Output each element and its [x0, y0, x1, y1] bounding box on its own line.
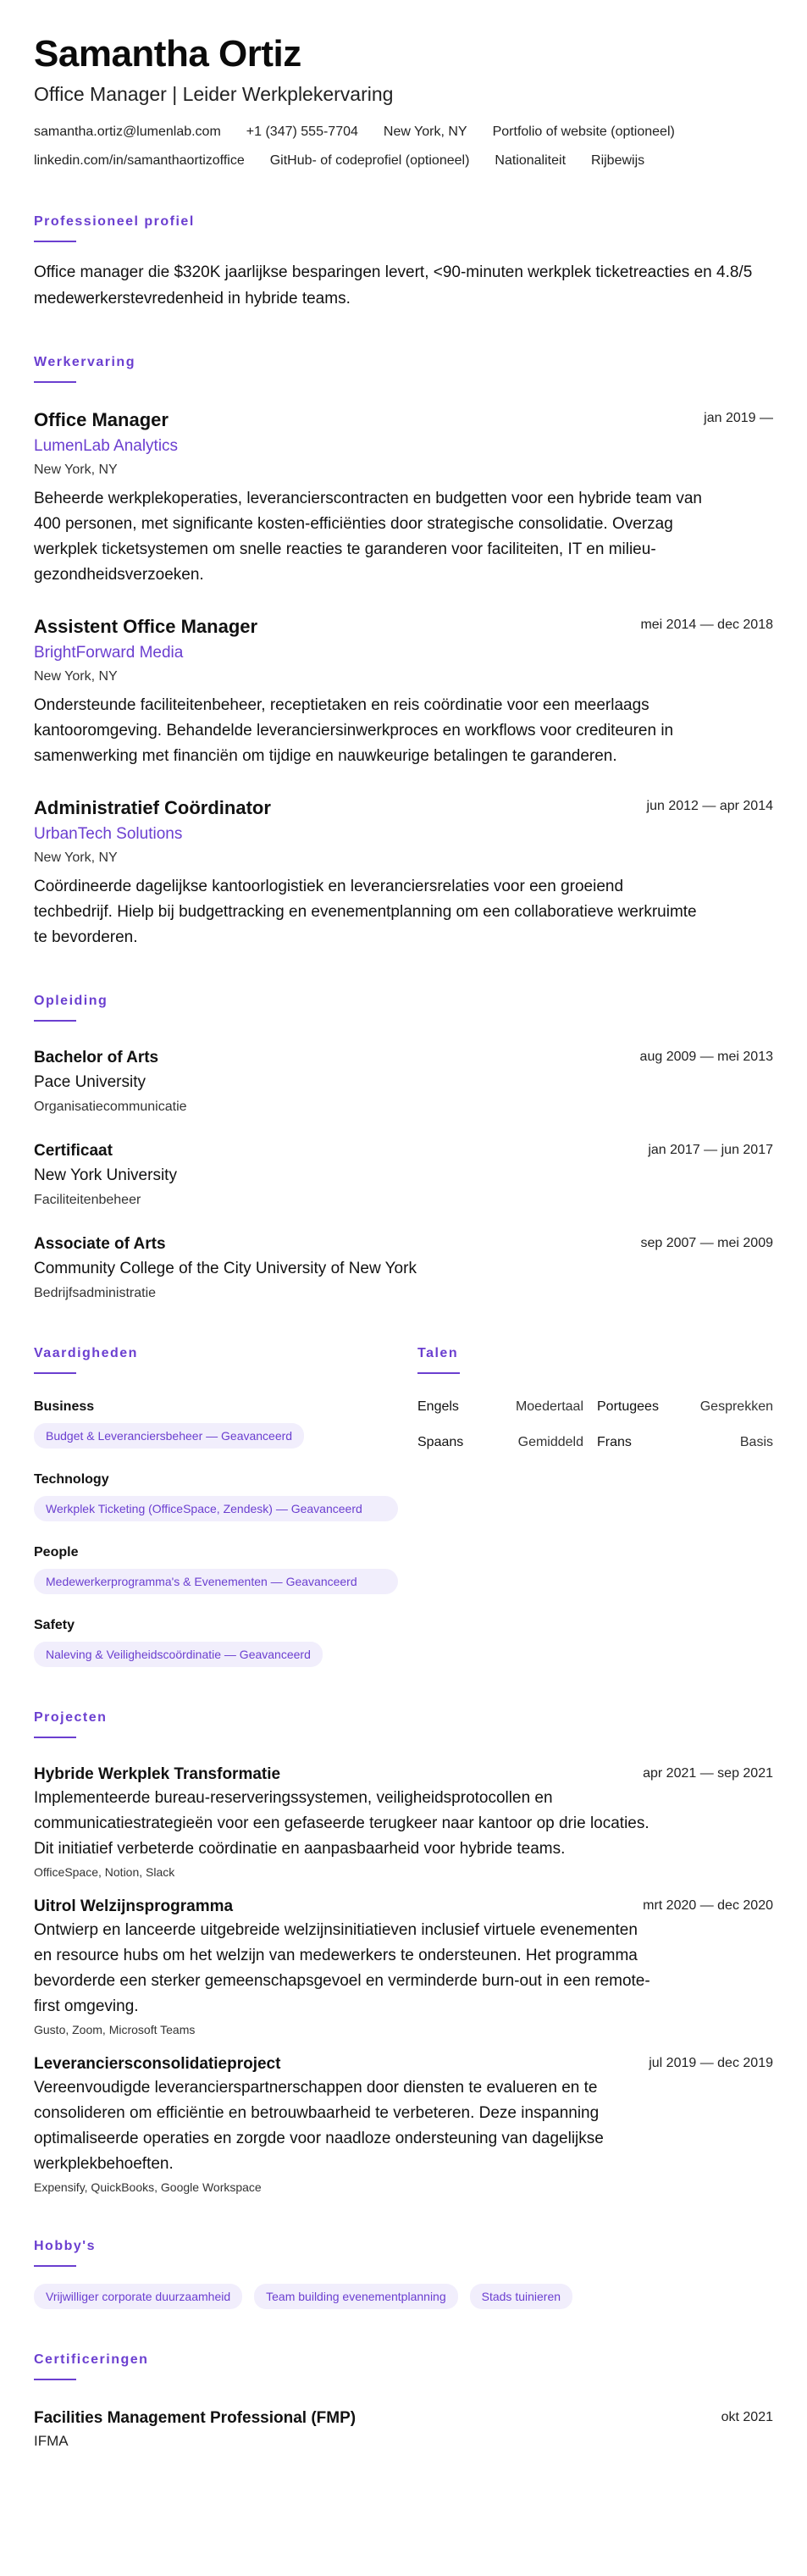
profile-section [34, 213, 773, 312]
job-date: jan 2019 — [704, 411, 773, 425]
hobby-list [34, 2284, 773, 2309]
project-entry [34, 1896, 773, 2038]
job-date: mei 2014 — dec 2018 [640, 618, 773, 632]
education-degree: Bachelor of Arts [34, 1049, 159, 1066]
job-date: jun 2012 — apr 2014 [646, 799, 773, 813]
project-description: Implementeerde bureau-reserveringssystemen, veiligheidsprotocollen en communicatiestrategieën voor een gefaseerde terugkeer naar kantoor op drie locaties. Dit initiatief verbeterde coördinatie en aanpasbaarheid voor hybride teams. [34, 1789, 649, 1858]
skill-category: People [34, 1545, 79, 1559]
skill-category: Safety [34, 1618, 75, 1632]
job-entry [34, 796, 773, 950]
candidate-subtitle: Office Manager | Leider Werkplekervaring [34, 83, 394, 105]
language-name: Spaans [417, 1435, 464, 1449]
skill-group [34, 1398, 398, 1449]
hobby-chip: Team building evenementplanning [254, 2284, 457, 2309]
project-date: apr 2021 — sep 2021 [643, 1766, 773, 1781]
job-title: Administratief Coördinator [34, 797, 271, 818]
education-date: jan 2017 — jun 2017 [648, 1143, 773, 1157]
language-list [417, 1398, 773, 1452]
language-level: Basis [739, 1435, 773, 1449]
education-field: Faciliteitenbeheer [34, 1193, 141, 1207]
language-name: Portugees [597, 1399, 659, 1414]
section-title-experience: Werkervaring [34, 355, 135, 369]
section-divider [417, 1372, 460, 1374]
certifications-section [34, 2352, 773, 2451]
job-company: LumenLab Analytics [34, 437, 179, 455]
contact-linkedin[interactable]: linkedin.com/in/samanthaortizoffice [34, 153, 245, 168]
language-level: Gesprekken [699, 1399, 773, 1414]
contact-list [34, 122, 773, 171]
language-level: Gemiddeld [517, 1435, 583, 1449]
skill-chip: Medewerkerprogramma's & Evenementen — Geavanceerd [34, 1569, 398, 1594]
project-entry [34, 2053, 773, 2196]
section-divider [34, 2265, 76, 2267]
skill-category: Technology [34, 1472, 109, 1487]
section-title-profile: Professioneel profiel [34, 214, 195, 229]
section-title-certifications: Certificeringen [34, 2352, 149, 2367]
job-entry [34, 615, 773, 769]
profile-summary: Office manager die $320K jaarlijkse besparingen levert, <90-minuten werkplek ticketreacties en 4.8/5 medewerkerstevredenheid in hybride teams. [34, 263, 753, 307]
section-divider [34, 241, 76, 242]
section-title-education: Opleiding [34, 994, 108, 1008]
skill-category: Business [34, 1399, 95, 1414]
project-tools: OfficeSpace, Notion, Slack [34, 1865, 175, 1879]
project-entry [34, 1764, 773, 1881]
job-title: Assistent Office Manager [34, 616, 258, 637]
project-date: jul 2019 — dec 2019 [649, 2056, 773, 2070]
skill-group [34, 1471, 398, 1521]
skills-languages-row [34, 1303, 773, 1667]
skill-chip: Naleving & Veiligheidscoördinatie — Geavanceerd [34, 1642, 323, 1667]
certification-title: Facilities Management Professional (FMP) [34, 2409, 357, 2427]
job-company: BrightForward Media [34, 644, 184, 662]
certification-issuer: IFMA [34, 2433, 69, 2449]
section-divider [34, 2379, 76, 2380]
job-entry [34, 408, 773, 588]
section-title-hobbies: Hobby's [34, 2239, 96, 2253]
hobby-chip: Vrijwilliger corporate duurzaamheid [34, 2284, 242, 2309]
skill-group [34, 1543, 398, 1594]
language-name: Engels [417, 1399, 459, 1414]
project-tools: Expensify, QuickBooks, Google Workspace [34, 2180, 262, 2194]
project-date: mrt 2020 — dec 2020 [643, 1898, 773, 1913]
education-degree: Associate of Arts [34, 1235, 166, 1253]
project-title: Uitrol Welzijnsprogramma [34, 1897, 234, 1915]
education-entry [34, 1047, 773, 1116]
education-section [34, 993, 773, 1303]
job-location: New York, NY [34, 850, 118, 865]
education-entry [34, 1140, 773, 1210]
contact-phone[interactable]: +1 (347) 555-7704 [246, 125, 358, 139]
language-item [587, 1398, 773, 1416]
certification-date: okt 2021 [721, 2410, 773, 2424]
education-entry [34, 1233, 773, 1303]
skill-group [34, 1616, 398, 1667]
language-item [417, 1398, 587, 1416]
project-description: Ontwierp en lanceerde uitgebreide welzijnsinitiatieven inclusief virtuele evenementen en resource hubs om het welzijn van medewerkers te ondersteunen. Het programma bevorderde een sterker gemeenschapsgevoel en verminderde burn-out in een remote-first omgeving. [34, 1921, 650, 2015]
section-divider [34, 1737, 76, 1738]
education-field: Bedrijfsadministratie [34, 1286, 157, 1300]
language-name: Frans [597, 1435, 632, 1449]
education-date: aug 2009 — mei 2013 [639, 1050, 773, 1064]
contact-location: New York, NY [383, 125, 467, 139]
section-title-skills: Vaardigheden [34, 1346, 138, 1360]
job-title: Office Manager [34, 409, 169, 430]
resume-header [34, 32, 773, 171]
job-location: New York, NY [34, 669, 118, 684]
projects-section [34, 1709, 773, 2196]
contact-nationality: Nationaliteit [495, 153, 567, 168]
contact-portfolio[interactable]: Portfolio of website (optioneel) [492, 125, 675, 139]
education-school: New York University [34, 1166, 177, 1184]
language-level: Moedertaal [515, 1399, 583, 1414]
section-divider [34, 1020, 76, 1022]
language-item [587, 1433, 773, 1452]
education-field: Organisatiecommunicatie [34, 1100, 187, 1114]
contact-email[interactable]: samantha.ortiz@lumenlab.com [34, 125, 221, 139]
section-title-languages: Talen [417, 1346, 459, 1360]
skill-chip: Budget & Leveranciersbeheer — Geavanceerd [34, 1423, 304, 1449]
project-title: Hybride Werkplek Transformatie [34, 1765, 281, 1783]
contact-github[interactable]: GitHub- of codeprofiel (optioneel) [269, 153, 470, 168]
hobbies-section [34, 2238, 773, 2309]
skill-chip: Werkplek Ticketing (OfficeSpace, Zendesk) — Geavanceerd [34, 1496, 398, 1521]
skills-section [34, 1303, 398, 1667]
section-title-projects: Projecten [34, 1710, 108, 1725]
project-title: Leveranciersconsolidatieproject [34, 2055, 281, 2073]
project-tools: Gusto, Zoom, Microsoft Teams [34, 2023, 196, 2036]
certification-entry [34, 2407, 773, 2451]
job-company: UrbanTech Solutions [34, 825, 183, 843]
section-divider [34, 1372, 76, 1374]
job-description: Beheerde werkplekoperaties, leverancierscontracten en budgetten voor een hybride team van 400 personen, met significante kosten-efficiënties door strategische consolidatie. Overzag werkplek ticketsystemen om snelle reacties te garanderen voor faciliteiten, IT en milieu-gezondheidsverzoeken. [34, 490, 702, 584]
language-item [417, 1433, 587, 1452]
job-location: New York, NY [34, 463, 118, 477]
education-date: sep 2007 — mei 2009 [640, 1236, 773, 1250]
job-description: Coördineerde dagelijkse kantoorlogistiek en leveranciersrelaties voor een groeiend techbedrijf. Hielp bij budgettracking en evenementplanning om een collaboratieve werkruimte te bevorderen. [34, 878, 697, 946]
languages-section [417, 1303, 773, 1667]
project-description: Vereenvoudigde leverancierspartnerschappen door diensten te evalueren en te consolideren om efficiëntie en betrouwbaarheid te verbeteren. Deze inspanning optimaliseerde operaties en zorgde voor naadloze ondersteuning van dagelijkse werkplekbehoeften. [34, 2079, 604, 2173]
hobby-chip: Stads tuinieren [470, 2284, 572, 2309]
candidate-name: Samantha Ortiz [34, 33, 301, 75]
education-school: Pace University [34, 1073, 146, 1091]
education-school: Community College of the City University of New York [34, 1260, 417, 1277]
contact-license: Rijbewijs [591, 153, 645, 168]
job-description: Ondersteunde faciliteitenbeheer, receptietaken en reis coördinatie voor een meerlaags kantooromgeving. Behandelde leveranciersinwerkproces en workflows voor crediteuren in samenwerking met financiën om tijdige en nauwkeurige betalingen te garanderen. [34, 696, 674, 765]
experience-section [34, 354, 773, 950]
education-degree: Certificaat [34, 1142, 113, 1160]
section-divider [34, 381, 76, 383]
